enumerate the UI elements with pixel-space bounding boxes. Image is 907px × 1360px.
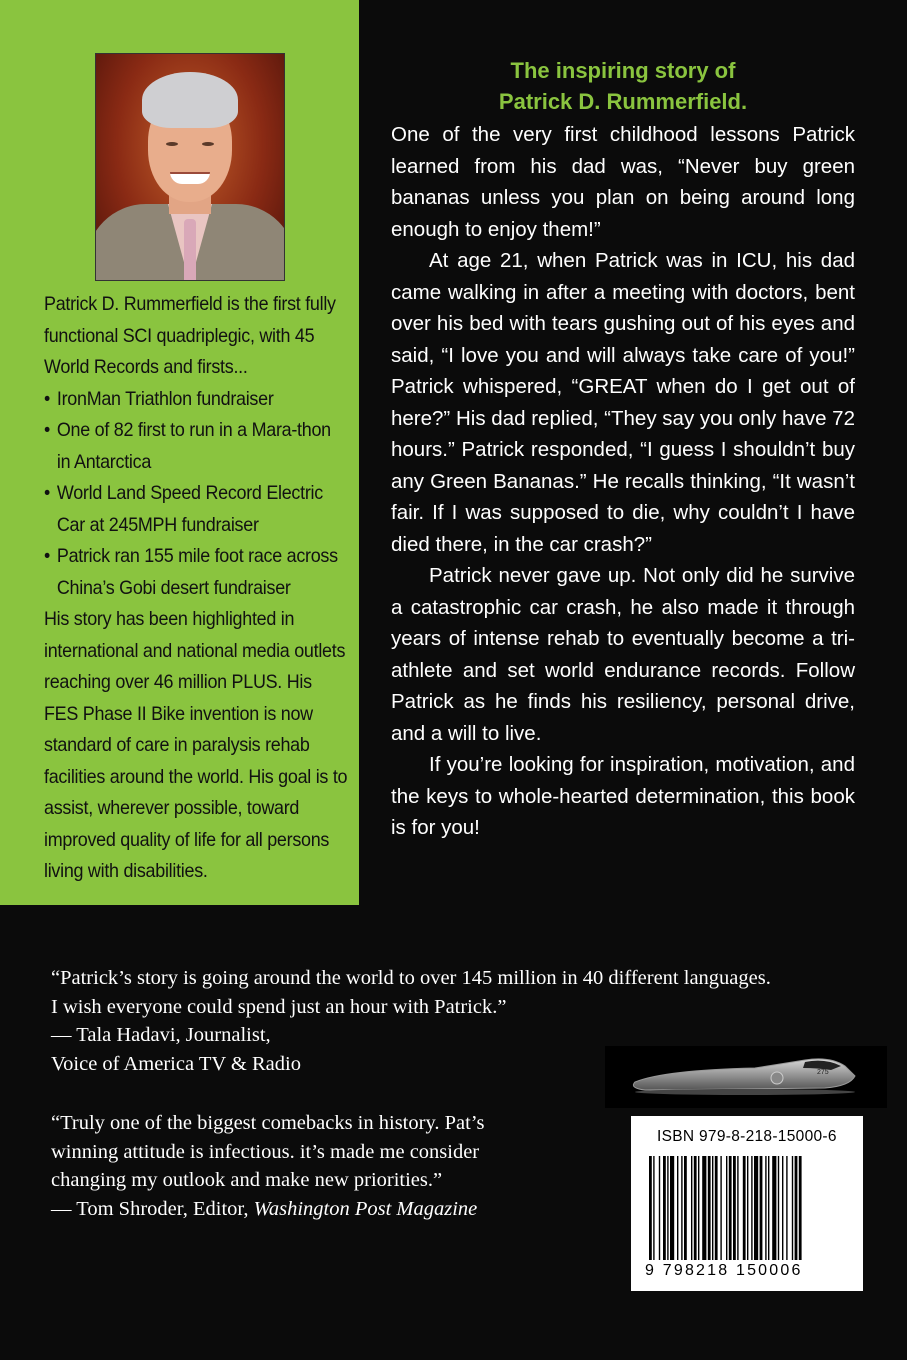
- barcode-bar: [694, 1156, 697, 1260]
- barcode-bar: [792, 1156, 793, 1260]
- story-paragraph: One of the very first childhood lessons Patrick learned from his dad was, “Never buy green bananas unless you plan on being around long enough to enjoy them!”: [391, 123, 855, 241]
- story-blurb: [391, 55, 855, 844]
- car-icon: [605, 1046, 887, 1108]
- barcode-bar: [698, 1156, 699, 1260]
- streamliner-car-logo: [605, 1046, 887, 1108]
- achievements-list: [44, 384, 348, 605]
- testimonial-quote: “Truly one of the biggest comebacks in history. Pat’s winning attitude is infectious. it’s made me consider changing my outlook and make new priorities.” — Tom Shroder, Editor, Washington Post Magazine: [51, 1109, 484, 1223]
- barcode-bar: [729, 1156, 732, 1260]
- barcode-bar: [754, 1156, 758, 1260]
- barcode-bar: [712, 1156, 713, 1260]
- barcode-digits: 9 798218 150006: [645, 1262, 803, 1279]
- barcode-bar: [720, 1156, 721, 1260]
- barcode-bar: [659, 1156, 660, 1260]
- barcode-bar: [726, 1156, 727, 1260]
- barcode-bar: [795, 1156, 798, 1260]
- barcode-bar: [708, 1156, 711, 1260]
- achievement-item: • Patrick ran 155 mile foot race across China’s Gobi desert fundraiser: [44, 541, 348, 604]
- barcode-bar: [684, 1156, 687, 1260]
- barcode-bar: [681, 1156, 682, 1260]
- barcode-bar: [778, 1156, 779, 1260]
- story-title: The inspiring story of Patrick D. Rummerfield.: [498, 58, 748, 114]
- bio-intro: Patrick D. Rummerfield is the first fully functional SCI quadriplegic, with 45 World Records and firsts...: [44, 293, 336, 378]
- barcode-bar: [691, 1156, 692, 1260]
- story-paragraph: At age 21, when Patrick was in ICU, his dad came walking in after a meeting with doctors, bent over his bed with tears gushing out of his eyes and said, “I love you and will always take care of you!” Patrick whispered, “GREAT when do I get out of here?” His dad replied, “They say you only have 72 hours.” Patrick responded, “I guess I shouldn’t buy any Green Bananas.” He recalls thinking, “It wasn’t fair. If I was supposed to die, why couldn’t I have died there, in the car crash?”: [391, 249, 855, 556]
- barcode-bar: [702, 1156, 706, 1260]
- barcode-bar: [670, 1156, 674, 1260]
- barcode-bar: [733, 1156, 736, 1260]
- barcode-bar: [743, 1156, 746, 1260]
- achievement-item: • IronMan Triathlon fundraiser: [44, 384, 348, 416]
- bio-closing: His story has been highlighted in international and national media outlets reaching over 46 million PLUS. His FES Phase II Bike invention is now standard of care in paralysis rehab facilities around the world. His goal is to assist, wherever possible, toward improved quality of life for all persons living with disabilities.: [44, 608, 348, 882]
- isbn-label: ISBN 979-8-218-15000-6: [657, 1128, 837, 1145]
- quote-attribution: — Tala Hadavi, Journalist,: [51, 1024, 271, 1046]
- barcode-bar: [768, 1156, 769, 1260]
- barcode-bar: [737, 1156, 738, 1260]
- barcode-bar: [747, 1156, 748, 1260]
- barcode-bars: [649, 1156, 853, 1260]
- barcode-bar: [799, 1156, 802, 1260]
- barcode-bar: [649, 1156, 652, 1260]
- barcode-bar: [653, 1156, 654, 1260]
- publication-name: Washington Post Magazine: [253, 1197, 478, 1220]
- author-photo: [95, 53, 285, 281]
- isbn-barcode: [631, 1116, 863, 1291]
- barcode-bar: [751, 1156, 752, 1260]
- quote-affiliation: Voice of America TV & Radio: [51, 1052, 301, 1075]
- barcode-bar: [677, 1156, 678, 1260]
- author-bio: [44, 289, 348, 888]
- story-paragraph: If you’re looking for inspiration, motivation, and the keys to whole-hearted determination, this book is for you!: [391, 753, 855, 839]
- barcode-bar: [772, 1156, 776, 1260]
- barcode-bar: [715, 1156, 718, 1260]
- author-sidebar: [0, 0, 359, 905]
- barcode-bar: [765, 1156, 766, 1260]
- barcode-bar: [667, 1156, 668, 1260]
- story-paragraph: Patrick never gave up. Not only did he survive a catastrophic car crash, he also made it through years of intense rehab to eventually become a tri-athlete and set world endurance records. Follow Patrick as he finds his resiliency, personal drive, and a will to live.: [391, 564, 855, 745]
- achievement-item: • World Land Speed Record Electric Car at 245MPH fundraiser: [44, 478, 348, 541]
- quote-attribution: — Tom Shroder, Editor, Washington Post Magazine: [51, 1197, 478, 1220]
- barcode-bar: [760, 1156, 763, 1260]
- barcode-bar: [663, 1156, 666, 1260]
- car-number: 275: [817, 1069, 829, 1076]
- barcode-bar: [782, 1156, 783, 1260]
- barcode-bar: [786, 1156, 787, 1260]
- achievement-item: • One of 82 first to run in a Mara-thon in Antarctica: [44, 415, 348, 478]
- testimonial-quote: “Patrick’s story is going around the world to over 145 million in 40 different languages. I wish everyone could spend just an hour with Patrick.” — Tala Hadavi, Journalist, Voice of America TV & Radio: [51, 964, 771, 1078]
